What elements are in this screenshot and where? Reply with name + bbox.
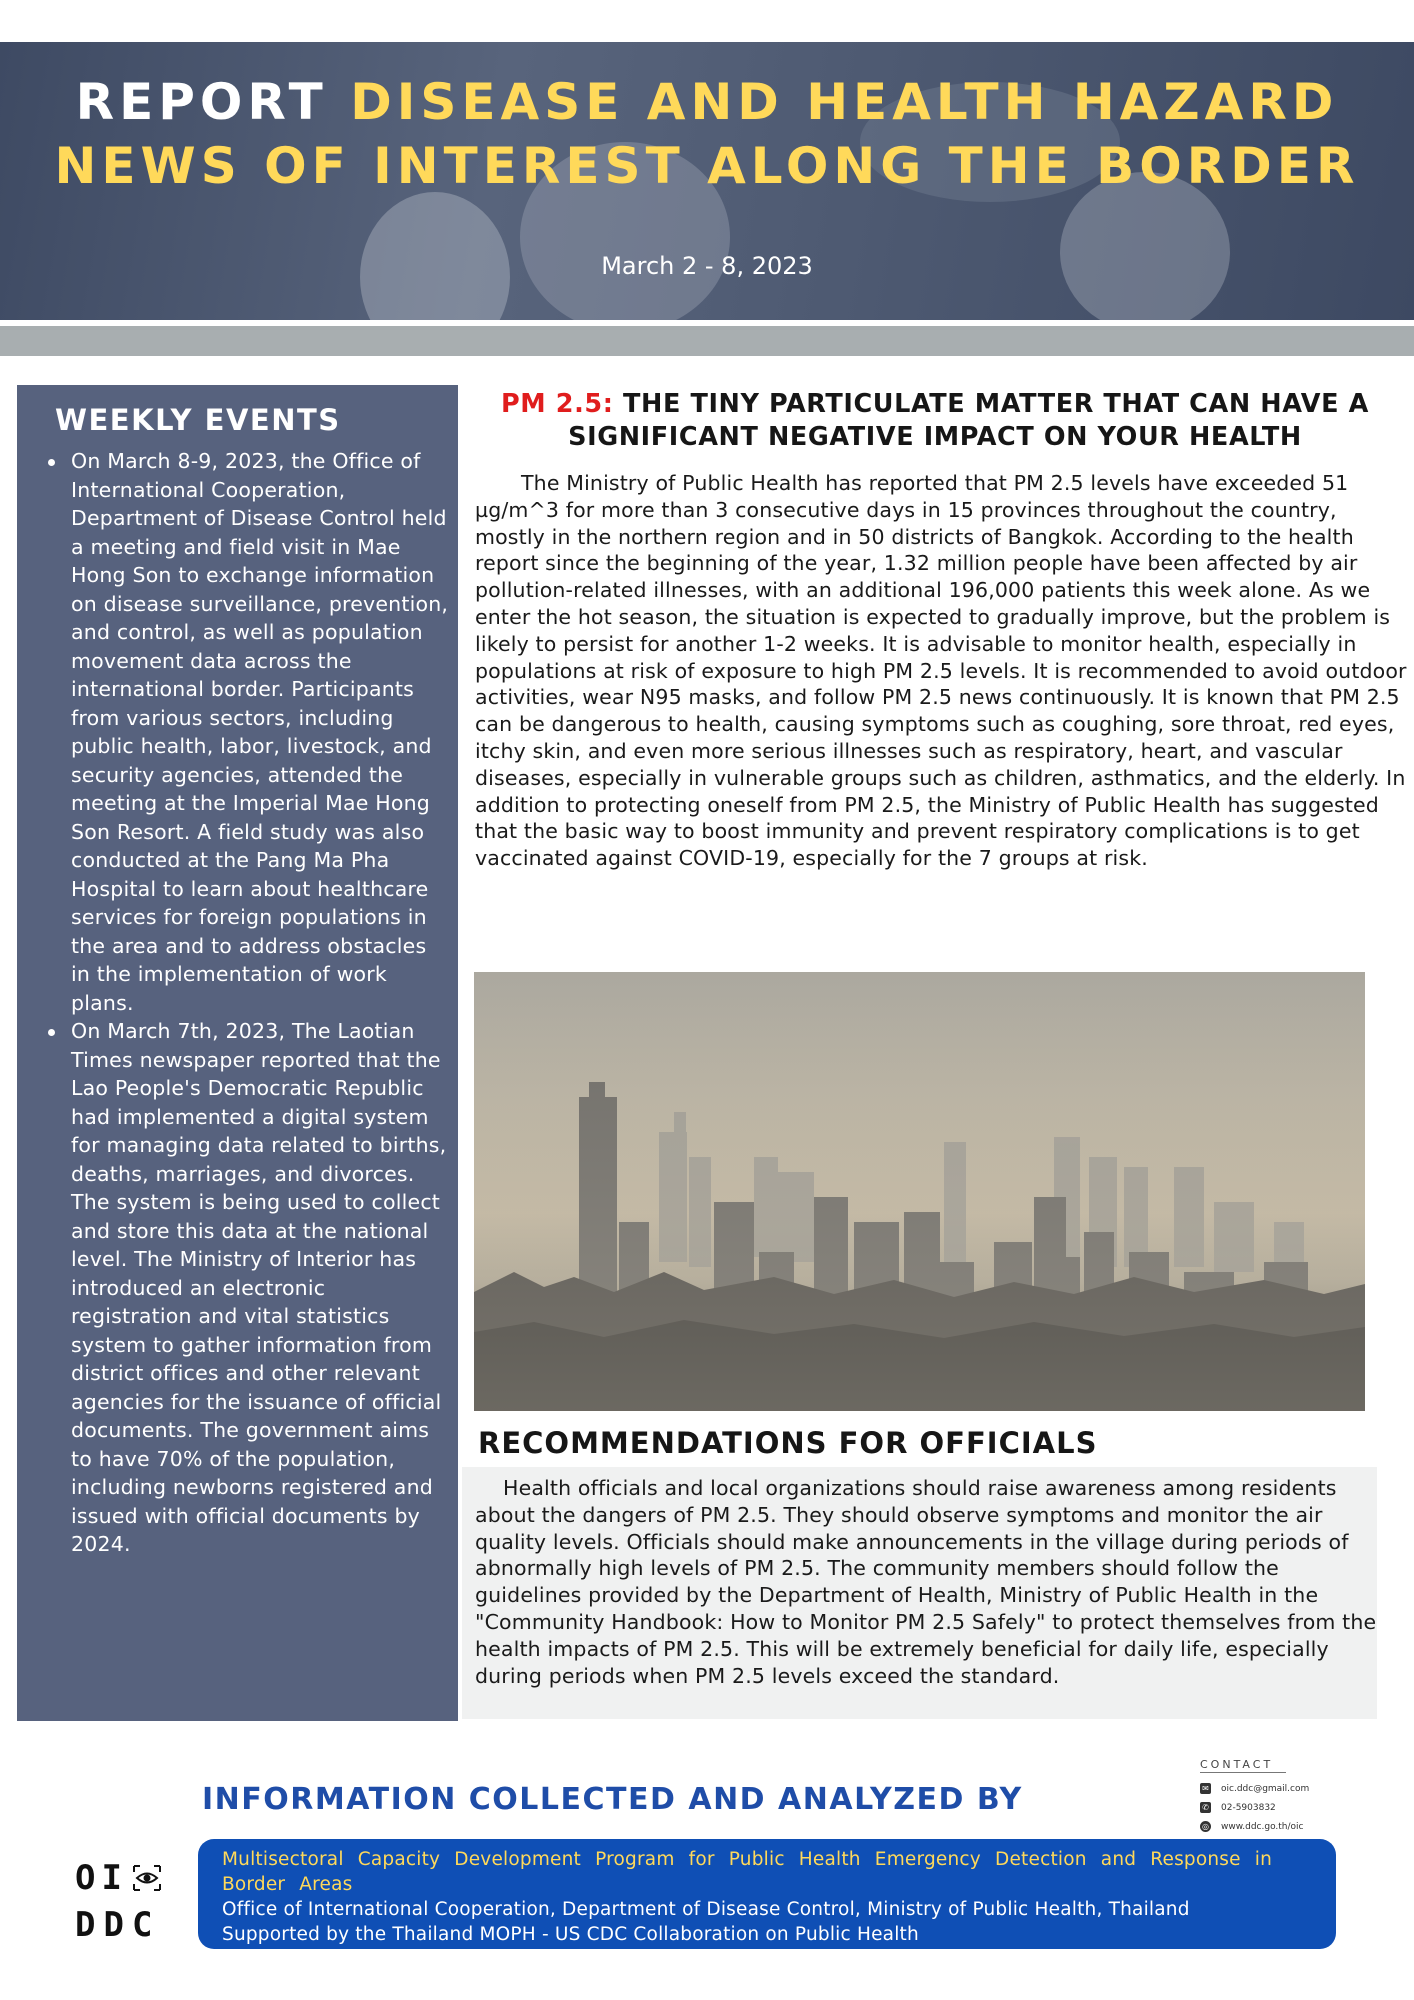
title-line2: NEWS OF INTEREST ALONG THE BORDER xyxy=(54,137,1360,195)
contact-email-row[interactable] xyxy=(1200,1779,1400,1798)
recommendations-body xyxy=(475,1475,1380,1689)
eye-icon xyxy=(132,1864,162,1892)
email-icon: ✉ xyxy=(1200,1783,1211,1794)
skyline-illustration xyxy=(474,972,1365,1411)
report-title xyxy=(0,70,1414,198)
contact-email[interactable]: oic.ddc@gmail.com xyxy=(1221,1783,1310,1794)
logo-text-oi: OI xyxy=(75,1858,128,1898)
title-line1: DISEASE AND HEALTH HAZARD xyxy=(350,73,1339,131)
contact-label: CONTACT xyxy=(1200,1758,1286,1773)
recommendations-heading: RECOMMENDATIONS FOR OFFICIALS xyxy=(478,1426,1098,1460)
contact-block xyxy=(1200,1758,1400,1836)
city-smog-photo xyxy=(474,972,1365,1411)
article-body xyxy=(475,470,1410,872)
footer-office: Office of International Cooperation, Department of Disease Control, Ministry of Public Health, Thailand xyxy=(222,1899,1190,1920)
title-report-word: REPORT xyxy=(75,73,328,131)
contact-phone-row[interactable] xyxy=(1200,1798,1400,1817)
weekly-events-list xyxy=(37,447,450,1559)
contact-website-row[interactable] xyxy=(1200,1817,1400,1836)
oic-ddc-logo xyxy=(75,1855,185,1945)
header-banner xyxy=(0,42,1414,320)
footer-info-box xyxy=(198,1839,1336,1949)
list-item: On March 8-9, 2023, the Office of International Cooperation, Department of Disease Control held a meeting and field visit in Mae Hong Son to exchange information on disease surveillance, prevention, and control, as well as population movement data across the international border. Participants from various sectors, including public health, labor, livestock, and security agencies, attended the meeting at the Imperial Mae Hong Son Resort. A field study was also conducted at the Pang Ma Pha Hospital to learn about healthcare services for foreign populations in the area and to address obstacles in the implementation of work plans. xyxy=(37,447,450,1017)
phone-icon: ✆ xyxy=(1200,1802,1211,1813)
contact-phone[interactable]: 02-5903832 xyxy=(1221,1802,1276,1813)
recommendations-paragraph: Health officials and local organizations should raise awareness among residents about the dangers of PM 2.5. They should observe symptoms and monitor the air quality levels. Officials should make announcements in the village during periods of abnormally high levels of PM 2.5. The community members should follow the guidelines provided by the Department of Health, Ministry of Public Health in the "Community Handbook: How to Monitor PM 2.5 Safely" to protect themselves from the health impacts of PM 2.5. This will be extremely beneficial for daily life, especially during periods when PM 2.5 levels exceed the standard. xyxy=(475,1476,1377,1688)
logo-text-ddc: DDC xyxy=(75,1905,161,1945)
report-date: March 2 - 8, 2023 xyxy=(601,252,813,280)
weekly-events-panel xyxy=(17,385,458,1721)
contact-website[interactable]: www.ddc.go.th/oic xyxy=(1221,1821,1304,1832)
list-item: On March 7th, 2023, The Laotian Times newspaper reported that the Lao People's Democratic Republic had implemented a digital system for managing data related to births, deaths, marriages, and divorces. The system is being used to collect and store this data at the national level. The Ministry of Interior has introduced an electronic registration and vital statistics system to gather information from district offices and other relevant agencies for the issuance of official documents. The government aims to have 70% of the population, including newborns registered and issued with official documents by 2024. xyxy=(37,1017,450,1559)
article-title xyxy=(470,388,1400,454)
footer-support: Supported by the Thailand MOPH - US CDC Collaboration on Public Health xyxy=(222,1924,919,1945)
collected-by-heading: INFORMATION COLLECTED AND ANALYZED BY xyxy=(202,1782,1023,1817)
header-divider xyxy=(0,326,1414,356)
weekly-events-heading: WEEKLY EVENTS xyxy=(55,403,341,437)
article-paragraph: The Ministry of Public Health has reported that PM 2.5 levels have exceeded 51 µg/m^3 for more than 3 consecutive days in 15 provinces throughout the country, mostly in the northern region and in 50 districts of Bangkok. According to the health report since the beginning of the year, 1.32 million people have been affected by air pollution-related illnesses, with an additional 196,000 patients this week alone. As we enter the hot season, the situation is expected to gradually improve, but the problem is likely to persist for another 1-2 weeks. It is advisable to monitor health, especially in populations at risk of exposure to high PM 2.5 levels. It is recommended to avoid outdoor activities, wear N95 masks, and follow PM 2.5 news continuously. It is known that PM 2.5 can be dangerous to health, causing symptoms such as coughing, sore throat, red eyes, itchy skin, and even more serious illnesses such as respiratory, heart, and vascular diseases, especially in vulnerable groups such as children, asthmatics, and the elderly. In addition to protecting oneself from PM 2.5, the Ministry of Public Health has suggested that the basic way to boost immunity and prevent respiratory complications is to get vaccinated against COVID-19, especially for the 7 groups at risk. xyxy=(475,471,1407,871)
footer-program: Multisectoral Capacity Development Program for Public Health Emergency Detection and Response in Border Areas xyxy=(222,1849,1273,1895)
article-title-text: THE TINY PARTICULATE MATTER THAT CAN HAVE A SIGNIFICANT NEGATIVE IMPACT ON YOUR HEALTH xyxy=(568,389,1369,452)
article-title-prefix: PM 2.5: xyxy=(501,389,614,419)
globe-icon: ◎ xyxy=(1200,1821,1211,1832)
